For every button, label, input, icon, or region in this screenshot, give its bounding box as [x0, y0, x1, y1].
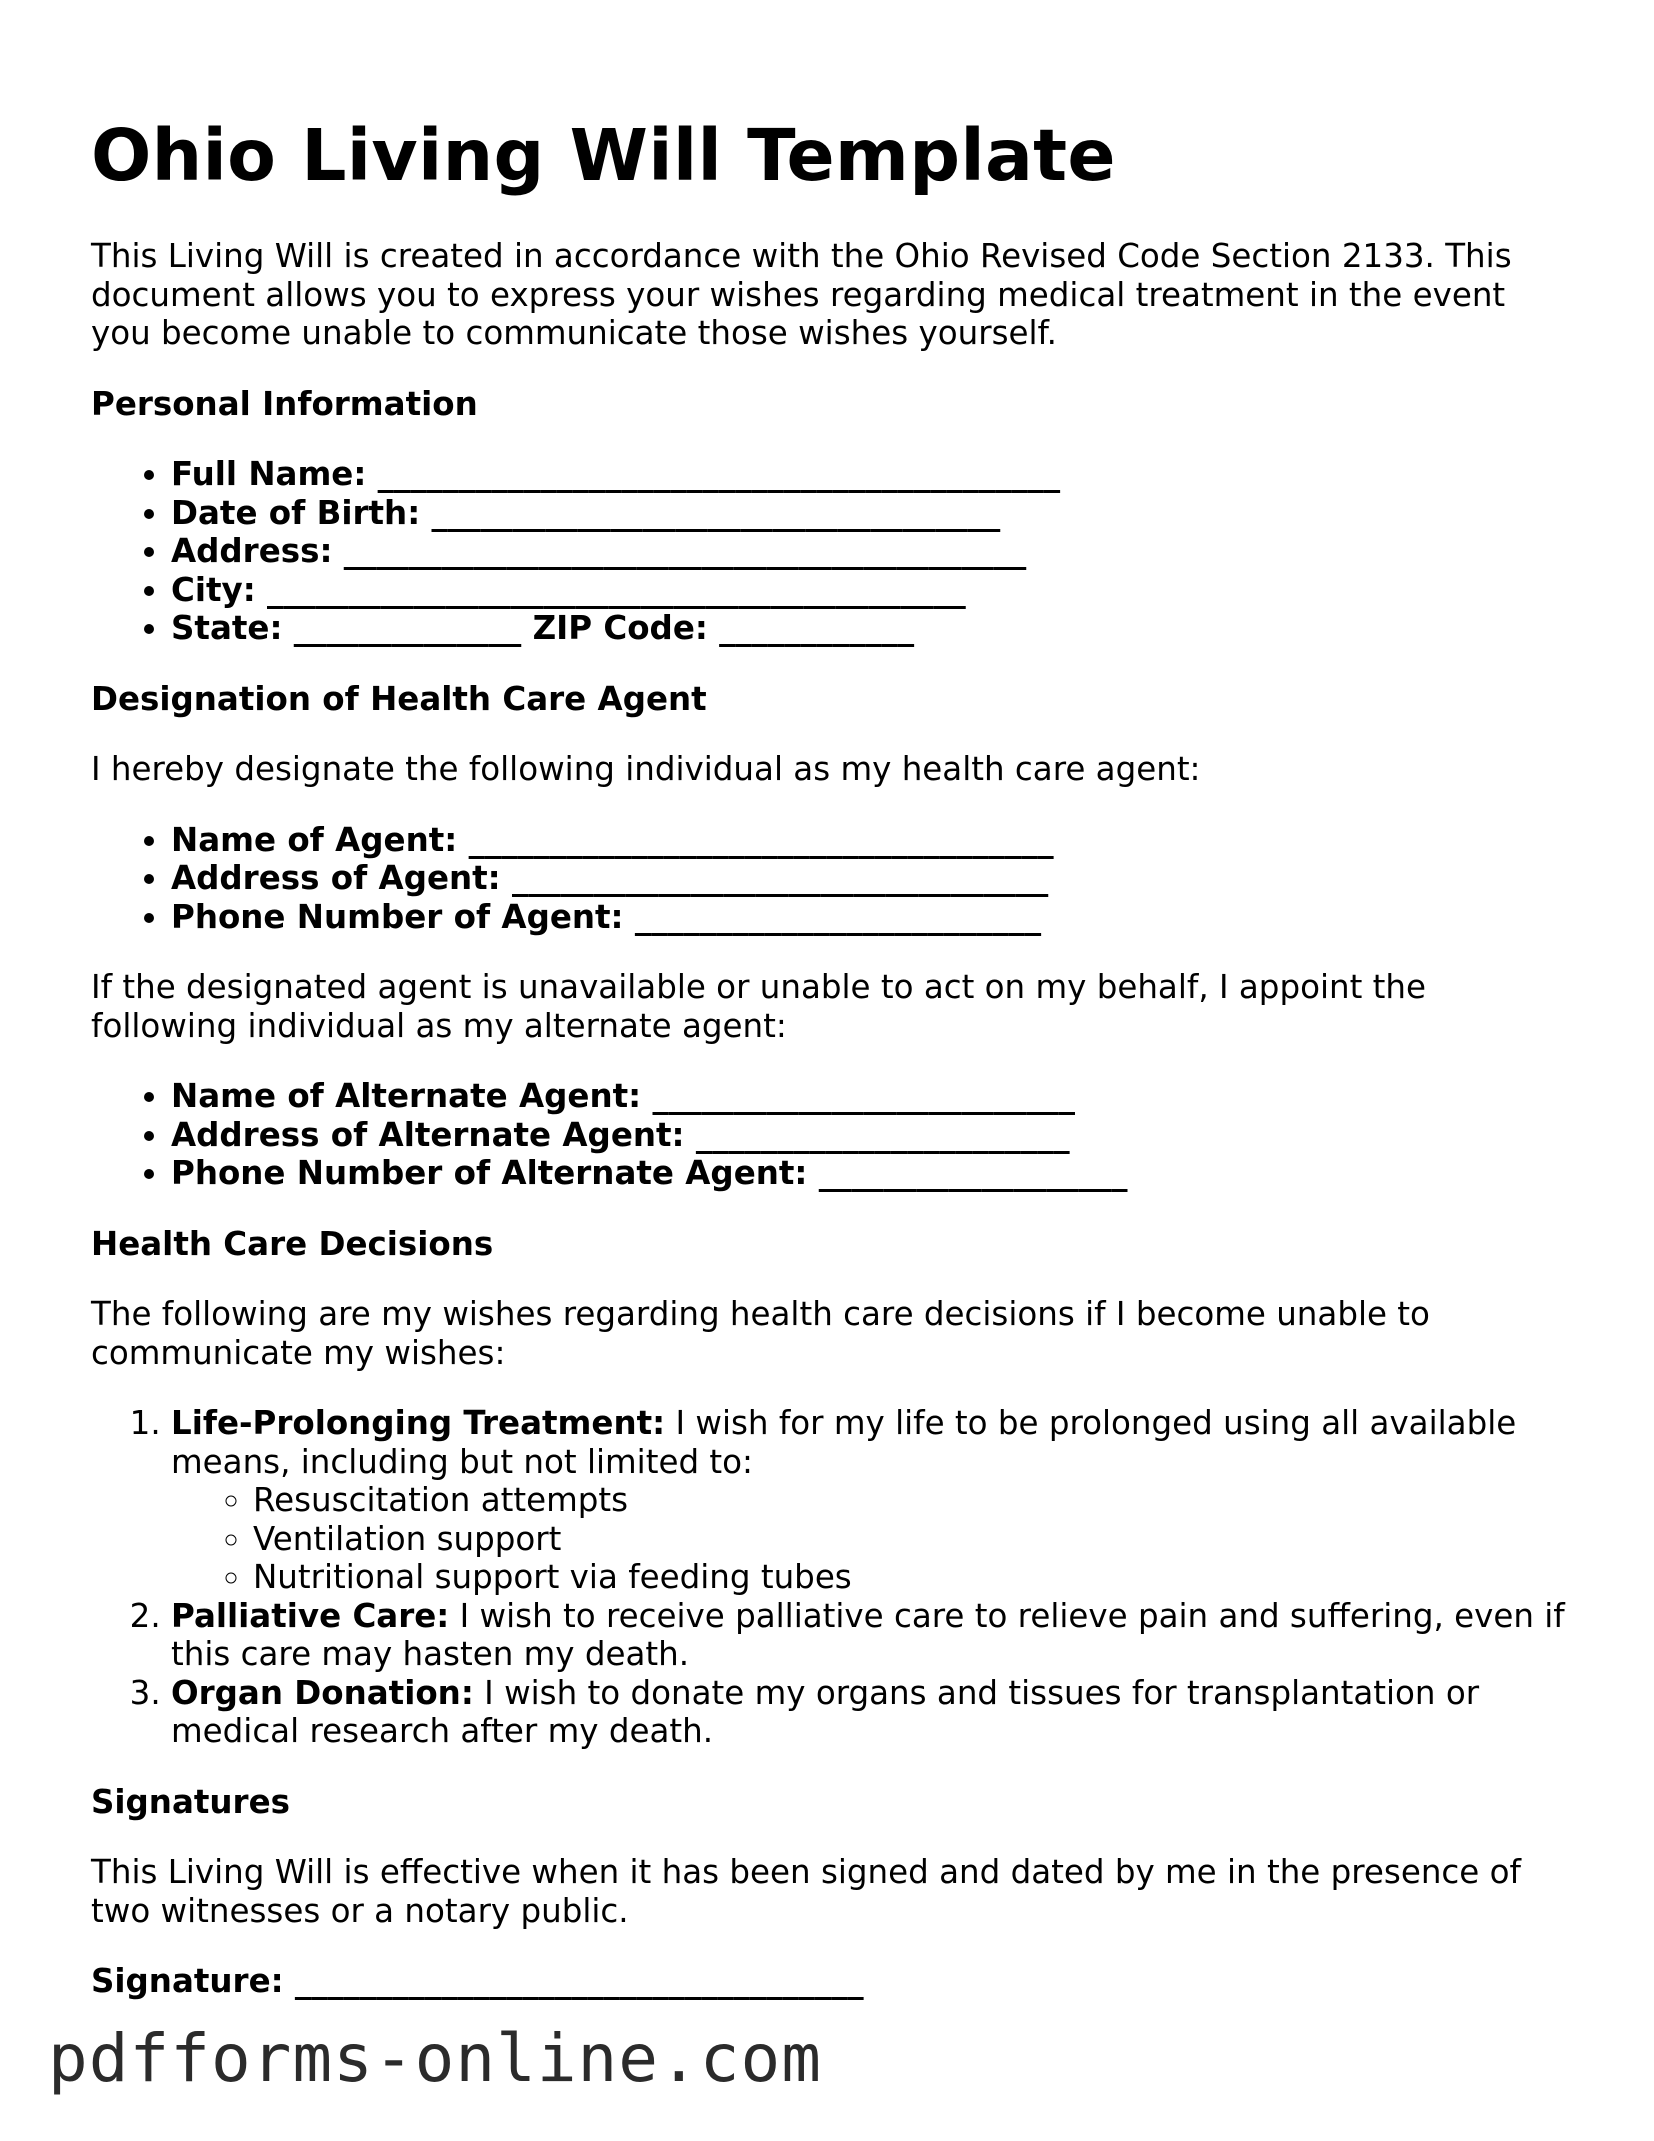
personal-information-heading: Personal Information [91, 384, 478, 423]
alternate-agent-address-field[interactable]: • Address of Alternate Agent: _______________________ [171, 1116, 1571, 1155]
agent-name-field[interactable]: • Name of Agent: ____________________________________ [171, 821, 1571, 860]
decision-text: I wish for my life to be prolonged using all available means, including but not limited to: [171, 1404, 1517, 1481]
state-zip-field[interactable]: • State: ______________ ZIP Code: ____________ [171, 609, 1571, 648]
decision-text: I wish to receive palliative care to relieve pain and suffering, even if this care may hasten my death. [171, 1596, 1565, 1673]
decision-life-prolonging [171, 1404, 1571, 1597]
decision-label: Palliative Care: [171, 1596, 450, 1635]
decision-palliative-care [171, 1597, 1571, 1674]
city-field[interactable]: • City: ___________________________________________ [171, 571, 1571, 610]
sub-item: ◦ Ventilation support [253, 1520, 1571, 1559]
decision-label: Organ Donation: [171, 1673, 474, 1712]
signatures-heading: Signatures [91, 1782, 290, 1821]
signatures-paragraph: This Living Will is effective when it has been signed and dated by me in the presence of two witnesses or a notary public. [91, 1853, 1521, 1930]
health-care-decisions-heading: Health Care Decisions [91, 1224, 494, 1263]
agent-phone-field[interactable]: • Phone Number of Agent: _________________________ [171, 898, 1571, 937]
life-prolonging-sublist [171, 1481, 1571, 1597]
address-field[interactable]: • Address: __________________________________________ [171, 532, 1571, 571]
decisions-list [91, 1404, 1571, 1751]
signature-field[interactable]: Signature: ___________________________________ [91, 1962, 864, 2000]
agent-heading: Designation of Health Care Agent [91, 679, 707, 718]
personal-information-list [91, 455, 1571, 648]
decision-label: Life-Prolonging Treatment: [171, 1404, 666, 1442]
alternate-agent-phone-field[interactable]: • Phone Number of Alternate Agent: ___________________ [171, 1154, 1571, 1193]
sub-item: ◦ Resuscitation attempts [253, 1481, 1571, 1520]
document-page [91, 112, 1571, 2001]
sub-item: ◦ Nutritional support via feeding tubes [253, 1558, 1571, 1597]
alternate-agent-list [91, 1077, 1571, 1193]
alternate-agent-intro: If the designated agent is unavailable or unable to act on my behalf, I appoint the following individual as my alternate agent: [91, 968, 1426, 1045]
agent-list [91, 821, 1571, 937]
decision-organ-donation [171, 1674, 1571, 1751]
agent-intro: I hereby designate the following individual as my health care agent: [91, 750, 1201, 788]
intro-paragraph: This Living Will is created in accordance with the Ohio Revised Code Section 2133. This document allows you to express your wishes regarding medical treatment in the event you become unable to communicate those wishes yourself. [91, 237, 1512, 352]
page-title: Ohio Living Will Template [91, 114, 1116, 197]
decisions-intro: The following are my wishes regarding health care decisions if I become unable to communicate my wishes: [91, 1295, 1430, 1372]
decision-text: I wish to donate my organs and tissues for transplantation or medical research after my death. [171, 1673, 1480, 1750]
agent-address-field[interactable]: • Address of Agent: _________________________________ [171, 859, 1571, 898]
full-name-field[interactable]: • Full Name: __________________________________________ [171, 455, 1571, 494]
alternate-agent-name-field[interactable]: • Name of Alternate Agent: __________________________ [171, 1077, 1571, 1116]
watermark: pdfforms-online.com [48, 2020, 822, 2097]
date-of-birth-field[interactable]: • Date of Birth: ___________________________________ [171, 494, 1571, 533]
